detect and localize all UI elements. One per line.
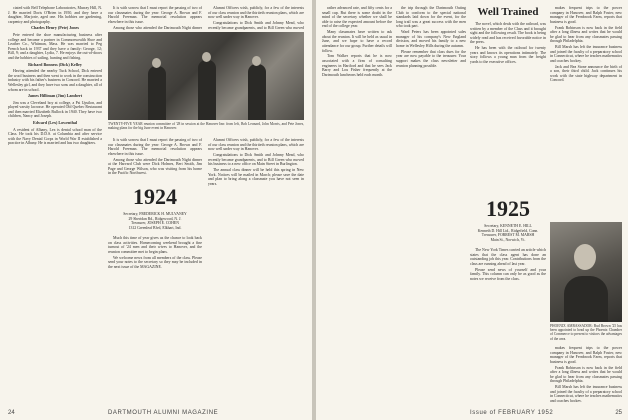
paragraph: Many classmates have written to ask about the reunion. It will be held as usual in June, and we hope to have a record attendance for our group. Further details will follow.: [322, 30, 392, 53]
secretary-line: 29 Sheridan Rd., Ridgewood, N. J.: [128, 216, 182, 221]
right-column-4-bottom: [550, 346, 622, 402]
right-column-1: [322, 6, 392, 402]
right-page: [316, 0, 628, 420]
paragraph: It is with sorrow that I must report the passing of two of our classmates during the year: George A. Brown and F. Harold Freeman. The memorial resolution appears elsewhere in this issue.: [108, 138, 202, 156]
paragraph: It is with sorrow that I must report the passing of two of our classmates during the year: George A. Brown and F. Harold Freeman. The memorial resolution appears elsewhere in this issue.: [108, 6, 202, 24]
left-column-3-top: [208, 6, 304, 30]
left-column-2-bottom: [108, 138, 202, 182]
byline: Edward (Lex) Lowenthal: [32, 120, 78, 126]
paragraph: Congratulations to Dick Smith and Johnny Mead, who recently became grandparents, and to Bill Green who moved his business to a new office on Main Street in Burlington.: [208, 152, 304, 167]
paragraph: Alumni Officers wish, publicly, for a few of the interests of our class reunion and the thirtieth reunion plans, which are now well under way in Hanover.: [208, 6, 304, 20]
secretary-line: Kenneth D. Hill Ltd., Ridgefield, Conn.: [477, 228, 539, 233]
magazine-footer: DARTMOUTH ALUMNI MAGAZINE: [108, 410, 219, 416]
secretary-line: Secretary, KENNETH E. HILL: [484, 224, 532, 228]
right-column-2: [396, 6, 466, 402]
secretary-info: [108, 212, 202, 234]
paragraph: rather advanced rate, and fifty cents for a small cup. But there is some doubt in the mind of the secretary whether we shall be able to raise the expected amount before the end of the college year.: [322, 6, 392, 29]
portrait-photo: [550, 222, 622, 322]
paragraph: Jack and Bea Stone announce the birth of a son, their third child. Jack continues his work with the state highway department in Concord.: [550, 64, 622, 83]
secretary-line: Main St., Norwich, Vt.: [490, 237, 526, 242]
issue-footer: Issue of FEBRUARY 1952: [470, 410, 554, 416]
paragraph: Having attended the nearby Tuck School, Dick entered the wool business and then went to work in the construction industry with his father's business in Concord. He married a Wellesley girl, and they have two sons and a daughter, all of whom are in school.: [8, 69, 102, 92]
paragraph: Much this time of year gives us the chance to look back on class activities. Homecoming weekend brought a fine turnout of '24 men and their wives to Hanover, and the reunion committee met to begin plans.: [108, 236, 202, 254]
paragraph: makes frequent trips to the power company in Hanover, and Ralph Foster, new manager of the Fernbrook Farm, reports that business is good.: [550, 346, 622, 364]
secretary-info-1925: [470, 224, 546, 246]
article-title: Well Trained: [477, 6, 539, 18]
paragraph: ciated with Bell Telephone Laboratories, Murray Hill, N. J. He married Doris O'Brien in 1950, and they have a daughter, Marjorie, aged one. His hobbies are gardening, carpentry and photography.: [8, 6, 102, 24]
right-column-4-top: [550, 6, 622, 218]
paragraph: Frank Robinson is now back in the field after a long illness and writes that he would be glad to hear from any classmates passing through Philadelphia.: [550, 25, 622, 44]
paragraph: The New York Times carried an article which states that the class agent has done an outstanding job this year. Contributions from the class are running ahead of last year.: [470, 248, 546, 266]
paragraph: The novel, which deals with the railroad, was written by a member of the Class and it brought sight and the following result. The book is being widely read and has received favorable notice in the press.: [470, 22, 546, 45]
paragraph: makes frequent trips to the power company in Hanover, and Ralph Foster, new manager of the Fernbrook Farm, reports that business is good.: [550, 6, 622, 24]
byline: James Hilliman (Jim) Lambert: [27, 93, 83, 99]
left-column-2-top: [108, 6, 202, 30]
paragraph: Please send news of yourself and your family. This column can only be as good as the notes we receive from the class.: [470, 267, 546, 281]
left-column-3-bottom: [208, 138, 304, 402]
portrait-caption: PHOENIX AMBASSADOR: Bud Brown '25 has been appointed to head up the Phoenix Chamber of Commerce to present to visitors the advantages of the area.: [550, 324, 622, 341]
class-year-heading-1924: 1924: [133, 184, 177, 209]
page-number-right: 25: [615, 410, 622, 416]
class-year-heading-1925: 1925: [486, 196, 530, 221]
photo-caption: TWENTY-FIVE YEAR reunion committee of '28 in session at the Hanover Inn: from left, Bob Leonard, John Morris, and Pete Jones, making plans for the big June event in Hanover.: [108, 122, 304, 131]
secretary-line: Secretary, FREDERICK H. MULVANEY: [123, 212, 187, 216]
byline: Charles Henry (Pete) Jones: [31, 25, 79, 31]
paragraph: A resident of Albany, Lex is dental school man of the Class. He took his D.D.S. at Columbia and after service with the Navy Dental Corps in World War II established a practice in Albany. He is married and has two daughters.: [8, 127, 102, 146]
paragraph: We welcome news from all members of the class. Please send your notes to the secretary so they may be included in the next issue of the MAGAZINE.: [108, 255, 202, 269]
secretary-line: Treasurer, FORREST M. MARSH: [481, 233, 535, 238]
paragraph: Among those who attended the Dartmouth Night dinner: [113, 25, 202, 30]
paragraph: Bill Marsh has left the insurance business and joined the faculty of a preparatory school in Connecticut, where he teaches mathematics and coaches hockey.: [550, 45, 622, 63]
article-text: [470, 22, 546, 192]
secretary-line: 1312 Greenleaf Blvd, Elkhart, Ind.: [128, 225, 182, 230]
paragraph: the trip through the Dartmouth Outing Club to conform to the special national standards laid down for the event, for the long trail was a great success with the men who took part.: [396, 6, 466, 29]
secretary-line: Treasurer, JOSEPH E. COHEN: [131, 221, 179, 226]
left-column-1: [8, 6, 102, 402]
left-column-2-lower: [108, 236, 202, 402]
paragraph: Tom Walker reports that he is now associated with a firm of consulting engineers in Hartford and that he sees Jack Barry and Lou Fisher frequently at the Dartmouth luncheons held each month.: [322, 54, 392, 77]
left-page: [0, 0, 312, 420]
paragraph: Alumni Officers wish, publicly, for a few of the interests of our class reunion and the thirtieth reunion plans, which are now well under way in Hanover.: [208, 138, 304, 152]
paragraph: He has been with the railroad for twenty years and knows its operations intimately. The story follows a young man from the freight yards to the executive offices.: [470, 46, 546, 64]
paragraph: Among those who attended the Dartmouth Night dinner at the Harvard Club were Dick Holmes, Bert Smith, Jim Page and George Wilson, who was visiting from his home in the Pacific Northwest.: [108, 157, 202, 176]
paragraph: Jim was a Cleveland boy at college, a Psi Upsilon, and played varsity lacrosse. He operated Old Quebec Restaurant and then married Elizabeth Bullock in 1940. They have two children, Nancy and Joseph.: [8, 100, 102, 119]
paragraph: Ward Peters has been appointed sales manager of his company's New England division, and moved his family to a new home in Wellesley Hills during the autumn.: [396, 30, 466, 48]
paragraph: Bill Marsh has left the insurance business and joined the faculty of a preparatory school in Connecticut, where he teaches mathematics and coaches hockey.: [550, 385, 622, 402]
paragraph: Congratulations to Dick Smith and Johnny Mead, who recently became grandparents, and to Bill Green who moved: [208, 20, 304, 30]
paragraph: Please remember that class dues for the year are now payable to the treasurer. Your support makes the class newsletter and reunion planning possible.: [396, 49, 466, 68]
paragraph: Frank Robinson is now back in the field after a long illness and writes that he would be glad to hear from any classmates passing through Philadelphia.: [550, 365, 622, 384]
right-column-3-bottom: [470, 248, 546, 402]
paragraph: The annual class dinner will be held this spring in New York. Notices will be mailed in March; please save the date and plan to bring along a classmate you have not seen in years.: [208, 167, 304, 186]
paragraph: Pete entered the shoe manufacturing business after college and became a partner in Commonwealth Shoe and Leather Co., Whitman, Mass. He was married to Peg French back in 1937 and they have a family: George, 12; Bill, 9; and a daughter, Lydia, 7. He enjoys the out-of-doors and the hobbies of sailing, hunting and fishing.: [8, 32, 102, 60]
byline: Richard Bonness (Dick) Kelley: [28, 61, 82, 67]
page-number-left: 24: [8, 410, 15, 416]
class-group-photo: [108, 32, 304, 120]
